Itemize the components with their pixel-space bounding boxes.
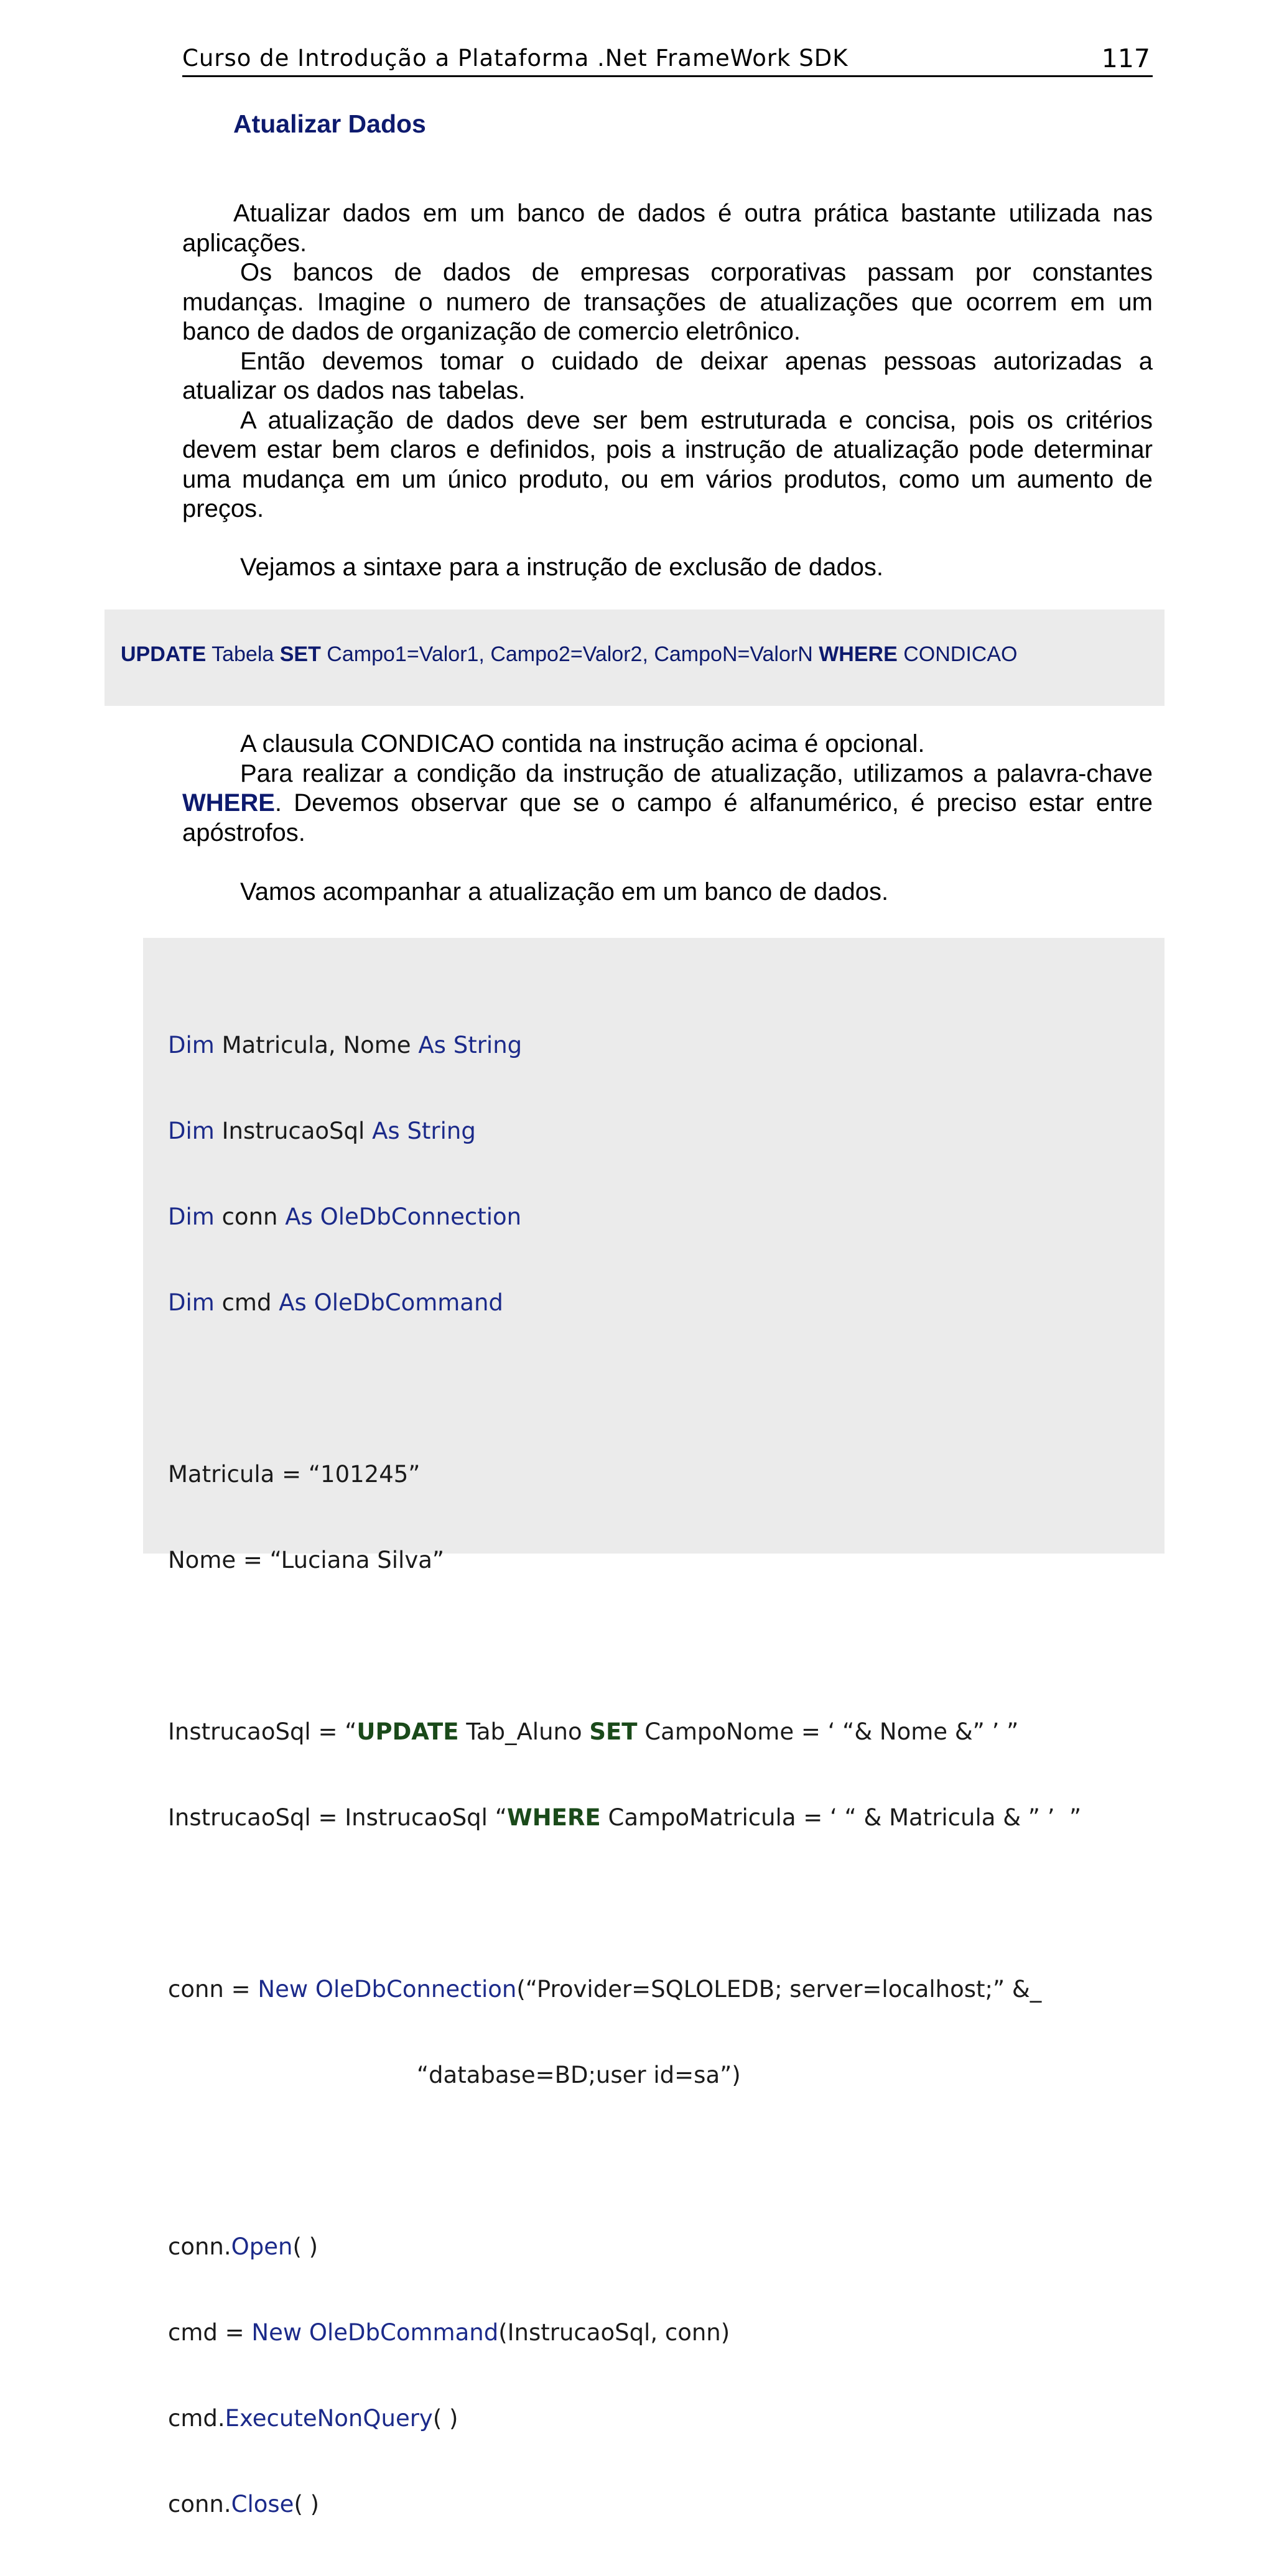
code-text: (“Provider=SQLOLEDB; server=localhost;” &_ [516, 1976, 1042, 2003]
sql-keyword: UPDATE [356, 1718, 459, 1745]
code-text: Matricula, Nome [214, 1032, 419, 1059]
where-text-after: . Devemos observar que se o campo é alfanumérico, é preciso estar entre apóstrofos. [182, 789, 1153, 846]
sql-keyword: WHERE [506, 1804, 601, 1831]
code-keyword: As [279, 1289, 307, 1316]
code-text: InstrucaoSql = InstrucaoSql “ [168, 1804, 507, 1831]
code-keyword: Dim [168, 1289, 215, 1316]
example-intro: Vamos acompanhar a atualização em um banco de dados. [240, 878, 889, 906]
code-keyword: As [285, 1203, 313, 1230]
code-line [168, 1975, 1081, 2004]
syntax-intro: Vejamos a sintaxe para a instrução de exclusão de dados. [240, 554, 883, 581]
code-text: cmd = [168, 2319, 252, 2346]
code-line [168, 1031, 1081, 1060]
code-keyword: New [251, 2319, 302, 2346]
syntax-table: Tabela [206, 642, 280, 666]
code-line: “database=BD;user id=sa”) [168, 2062, 741, 2088]
code-text: ( ) [292, 2233, 318, 2260]
code-method: Open [231, 2233, 293, 2260]
code-line [168, 1718, 1081, 1746]
code-keyword: As [418, 1032, 446, 1059]
code-type: OleDbCommand [314, 1289, 503, 1316]
syntax-box [105, 609, 1165, 706]
code-text: conn = [168, 1976, 258, 2003]
code-text: conn. [168, 2491, 231, 2518]
code-text: InstrucaoSql [214, 1118, 373, 1144]
code-method: ExecuteNonQuery [225, 2405, 433, 2432]
page-header [182, 39, 1153, 77]
code-keyword: Dim [168, 1118, 215, 1144]
code-text: ( ) [432, 2405, 458, 2432]
code-line: Nome = “Luciana Silva” [168, 1547, 445, 1573]
code-line [168, 2319, 1081, 2347]
paragraph [182, 759, 1153, 848]
code-type: OleDbConnection [320, 1203, 522, 1230]
code-text: InstrucaoSql = “ [168, 1718, 357, 1745]
code-text: Tab_Aluno [458, 1718, 590, 1745]
code-type: String [407, 1118, 476, 1144]
code-blank-line [168, 1632, 1081, 1661]
code-line [168, 2490, 1081, 2519]
syntax-keyword-update: UPDATE [121, 642, 207, 666]
section-title: Atualizar Dados [233, 109, 426, 138]
code-method: Close [231, 2491, 294, 2518]
code-text: CampoMatricula = ‘ “ & Matricula & ” ’ ” [600, 1804, 1082, 1831]
code-line: Matricula = “101245” [168, 1461, 421, 1488]
sql-keyword: SET [589, 1718, 638, 1745]
code-keyword: New [258, 1976, 309, 2003]
paragraph: Os bancos de dados de empresas corporativas passam por constantes mudanças. Imagine o numero de transações de atualizações que ocorrem em um banco de dados de organização de comercio eletrônico. [182, 259, 1153, 345]
intro-paragraphs [182, 199, 1153, 524]
code-listing [168, 974, 1081, 2576]
syntax-condition: CONDICAO [897, 642, 1018, 666]
code-text: ( ) [294, 2491, 320, 2518]
code-blank-line [168, 1374, 1081, 1403]
code-line [168, 1289, 1081, 1317]
code-type: OleDbConnection [308, 1976, 517, 2003]
after-syntax-paragraphs [182, 730, 1153, 848]
paragraph: Então devemos tomar o cuidado de deixar apenas pessoas autorizadas a atualizar os dados nas tabelas. [182, 347, 1153, 404]
code-type: String [453, 1032, 523, 1059]
syntax-statement [121, 642, 1017, 667]
code-blank-line [168, 1889, 1081, 1918]
where-keyword: WHERE [182, 789, 275, 817]
code-keyword: Dim [168, 1032, 215, 1059]
code-text: conn. [168, 2233, 231, 2260]
where-text-before: Para realizar a condição da instrução de atualização, utilizamos a palavra-chave [240, 759, 1153, 787]
code-line [168, 1117, 1081, 1146]
code-box [143, 938, 1165, 2518]
code-text: cmd [214, 1289, 279, 1316]
code-line [168, 2404, 1081, 2433]
syntax-keyword-set: SET [279, 642, 321, 666]
paragraph: A clausula CONDICAO contida na instrução acima é opcional. [240, 730, 925, 758]
code-blank-line [168, 2147, 1081, 2175]
code-type: OleDbCommand [302, 2319, 499, 2346]
code-line [168, 1203, 1081, 1231]
paragraph: A atualização de dados deve ser bem estruturada e concisa, pois os critérios devem estar bem claros e definidos, pois a instrução de atualização pode determinar uma mudança em um único produto, ou em vários produtos, como um aumento de preços. [182, 406, 1153, 522]
running-header-title: Curso de Introdução a Plataforma .Net FrameWork SDK [182, 45, 849, 72]
code-text: (InstrucaoSql, conn) [498, 2319, 730, 2346]
code-text: cmd. [168, 2405, 225, 2432]
code-text: CampoNome = ‘ “& Nome &” ’ ” [637, 1718, 1019, 1745]
code-text: conn [214, 1203, 286, 1230]
paragraph: Atualizar dados em um banco de dados é outra prática bastante utilizada nas aplicações. [182, 200, 1153, 257]
page-number: 117 [1101, 44, 1150, 73]
code-line [168, 2233, 1081, 2261]
code-keyword: As [372, 1118, 400, 1144]
syntax-keyword-where: WHERE [819, 642, 898, 666]
code-line [168, 1804, 1081, 1832]
syntax-assignments: Campo1=Valor1, Campo2=Valor2, CampoN=ValorN [320, 642, 819, 666]
code-keyword: Dim [168, 1203, 215, 1230]
